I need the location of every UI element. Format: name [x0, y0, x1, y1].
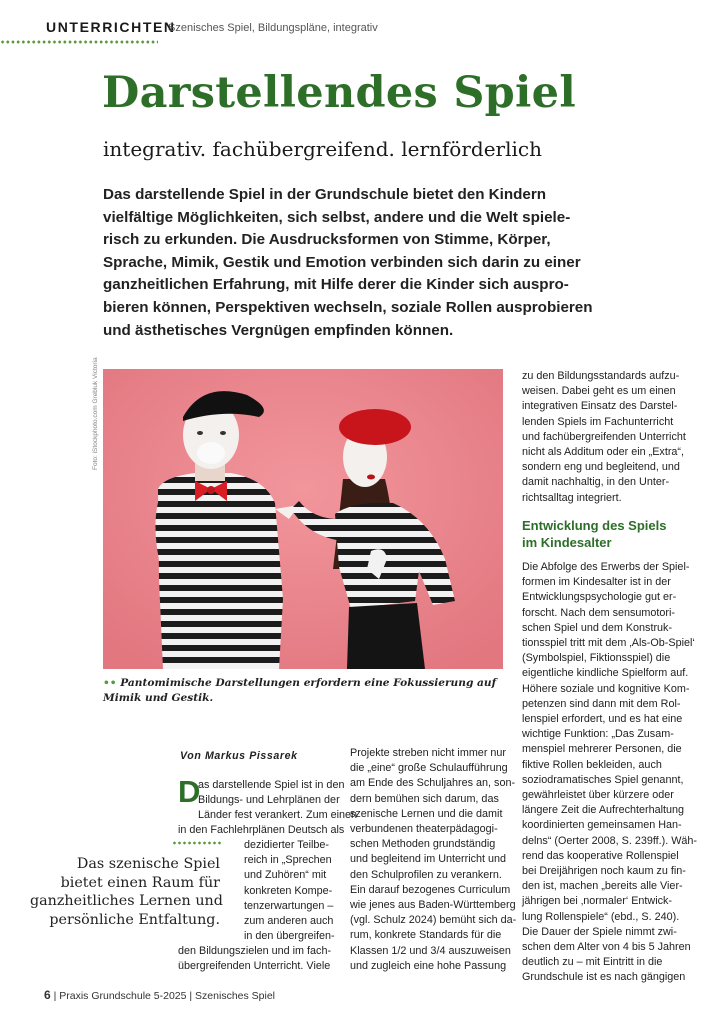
body-line: und Zuhören“ mit — [244, 869, 327, 882]
body-line: jährigen bei ‚normaler‘ Entwick- — [522, 895, 673, 908]
body-line: sondern eng und begleitend, und — [522, 461, 680, 474]
body-line: zu den Bildungsstandards aufzu- — [522, 370, 680, 382]
article-subtitle: integrativ. fachübergreifend. lernförderlich — [103, 137, 542, 161]
photo-credit — [92, 357, 102, 470]
quote-line: ganzheitliches Lernen und — [30, 893, 223, 909]
body-line: dezidierter Teilbe- — [244, 839, 330, 851]
body-line: rend das kooperative Rollenspiel — [522, 849, 679, 862]
heading-line: im Kindesalter — [522, 535, 612, 550]
body-line: tionsspiel tritt mit dem ‚Als-Ob-Spiel‘ — [522, 637, 695, 650]
body-line: szenische Lernen und die damit — [350, 807, 503, 820]
body-line: gewährleistet über kürzere oder — [522, 789, 674, 802]
footer-text: Praxis Grundschule 5-2025 | Szenisches Spiel — [59, 990, 276, 1002]
quote-line: persönliche Entfaltung. — [49, 911, 220, 928]
section-kicker: UNTERRICHTEN — [46, 19, 176, 35]
intro-line: ganzheitlichen Erfahrung, mit Hilfe derer die Kinder sich auspro- — [103, 276, 569, 294]
body-line: tenzerwartungen – — [244, 899, 334, 912]
pull-quote — [30, 855, 223, 929]
body-line: zum anderen auch — [244, 915, 334, 928]
body-line: Ein darauf bezogenes Curriculum — [350, 883, 511, 896]
photo-caption — [103, 676, 503, 706]
body-line: in den übergreifen- — [244, 930, 335, 943]
body-line: lenden Spiels im Fachunterricht — [522, 415, 674, 428]
body-line: rum, konkrete Standards für die — [350, 929, 502, 942]
column-3-bottom — [522, 560, 698, 986]
column-1-indented — [198, 748, 358, 824]
body-line: as darstellende Spiel ist in den — [198, 779, 345, 791]
intro-line: und ästhetisches Vergnügen empfinden können. — [103, 321, 454, 339]
body-line: menspiel mehrerer Personen, die — [522, 743, 682, 756]
body-line: Höhere soziale und kognitive Kom- — [522, 682, 690, 695]
intro-line: risch zu erkunden. Die Ausdrucksformen von Stimme, Körper, — [103, 231, 551, 249]
body-line: eigentliche kindliche Spielform auf. — [522, 667, 689, 680]
body-line: richtsalltag integriert. — [522, 491, 622, 504]
drop-cap: D — [178, 774, 201, 809]
heading-line: Entwicklung des Spiels — [522, 518, 667, 533]
caption-dots-icon: •• — [103, 677, 117, 689]
column-1-narrow — [244, 838, 339, 944]
body-line: dern bemühen sich darum, das — [350, 792, 499, 805]
intro-line: Das darstellende Spiel in der Grundschule bietet den Kindern — [103, 186, 547, 203]
body-line: nicht als Additum oder ein „Extra“, — [522, 446, 685, 459]
intro-line: vielfältige Möglichkeiten, sich selbst, andere und die Welt spiele- — [103, 208, 571, 226]
body-line: (vgl. Schulz 2024) bemüht sich da- — [350, 914, 517, 927]
quote-line: Das szenische Spiel — [76, 856, 220, 872]
body-line: forscht. Nach dem sensumotori- — [522, 606, 676, 619]
body-line: verbundenen theaterpädagogi- — [350, 823, 498, 836]
body-line: schen Spiel und dem Konstruk- — [522, 621, 673, 634]
body-line: Grundschule ist es nach gängigen — [522, 971, 686, 984]
body-line: bei Dreijährigen noch kaum zu fin- — [522, 865, 686, 878]
mime-illustration — [103, 369, 503, 669]
intro-line: bieren können, Perspektiven wechseln, soziale Rollen ausprobieren — [103, 298, 593, 316]
body-line: Klassen 1/2 und 3/4 auszuweisen — [350, 944, 511, 957]
body-line: weisen. Dabei geht es um einen — [522, 385, 676, 398]
body-line: delns“ (Oerter 2008, S. 239ff.). Wäh- — [522, 834, 698, 847]
header-dot-rule — [0, 39, 158, 45]
body-line: übergreifenden Unterricht. Viele — [178, 960, 331, 973]
body-line: deutlich zu – mit Eintritt in die — [522, 956, 663, 969]
body-line: damit nachhaltig, in den Unter- — [522, 476, 670, 489]
page-number: 6 — [44, 988, 51, 1002]
mime-photo — [103, 369, 503, 669]
body-line: formen im Kindesalter ist in der — [522, 576, 671, 589]
section-tags: Szenisches Spiel, Bildungspläne, integrativ — [168, 22, 378, 34]
body-line: und begleitend im Unterricht und — [350, 853, 507, 866]
column-2 — [350, 746, 517, 974]
body-line: in den Fachlehrplänen Deutsch als — [178, 824, 345, 836]
body-line: längere Zeit die Aufrechterhaltung — [522, 804, 685, 817]
body-line: den Bildungszielen und im fach- — [178, 945, 332, 957]
body-line: integrativen Einsatz des Darstel- — [522, 400, 678, 413]
quote-dot-rule — [172, 840, 222, 846]
body-line: Länder fest verankert. Zum einen — [198, 809, 358, 822]
body-line: den ist, machen „bereits alle Vier- — [522, 880, 683, 893]
body-line: lenspiel erfordert, und es hat eine — [522, 713, 683, 726]
body-line: den Schulprofilen zu verankern. — [350, 868, 502, 881]
body-line: lung Rollenspiele“ (ebd., S. 240). — [522, 910, 680, 923]
body-line: konkreten Kompe- — [244, 884, 333, 897]
byline: Von Markus Pissarek — [180, 750, 298, 762]
body-line: soziodramatisches Spiel genannt, — [522, 773, 684, 786]
body-line: koordinierten gemeinsamen Han- — [522, 819, 682, 832]
column-3-top — [522, 369, 686, 506]
body-line: Projekte streben nicht immer nur — [350, 747, 507, 759]
body-line: schen Methoden grundständig — [350, 838, 496, 851]
body-line: Die Abfolge des Erwerbs der Spiel- — [522, 561, 690, 573]
body-line: und zugleich eine hohe Passung — [350, 959, 507, 972]
body-line: schen dem Alter von 4 bis 5 Jahren — [522, 941, 691, 954]
page-footer: 6 | Praxis Grundschule 5-2025 | Szenisches Spiel — [44, 988, 276, 1002]
body-line: (Symbolspiel, Fiktionsspiel) die — [522, 652, 671, 665]
column-1-full — [178, 823, 345, 838]
column-1-end — [178, 944, 333, 974]
body-line: wie jenes aus Baden-Württemberg — [350, 899, 516, 912]
body-line: petenzen sind dann mit dem Rol- — [522, 697, 681, 710]
body-line: Bildungs- und Lehrplänen der — [198, 794, 340, 807]
intro-line: Sprache, Mimik, Gestik und Emotion verbinden sich darin zu einer — [103, 253, 581, 271]
body-line: am Ende des Schuljahres an, son- — [350, 777, 516, 790]
caption-text: Pantomimische Darstellungen erfordern eine Fokussierung auf Mimik und Gestik. — [103, 677, 497, 704]
body-line: und fachübergreifenden Unterricht — [522, 430, 686, 443]
photo-credit-text: Foto: iStockphoto.com Grebluk Victoria — [92, 357, 99, 470]
body-line: reich in „Sprechen — [244, 854, 332, 867]
body-line: wichtige Funktion: „Das Zusam- — [522, 728, 674, 741]
body-line: fiktive Rollen bekleiden, auch — [522, 758, 662, 771]
section-heading — [522, 517, 666, 551]
body-line: die „eine“ große Schulaufführung — [350, 762, 508, 775]
body-line: Die Dauer der Spiele nimmt zwi- — [522, 925, 677, 938]
body-line: Entwicklungspsychologie gut er- — [522, 591, 677, 604]
article-intro — [103, 184, 593, 342]
article-title: Darstellendes Spiel — [102, 68, 576, 118]
quote-line: bietet einen Raum für — [60, 874, 220, 891]
